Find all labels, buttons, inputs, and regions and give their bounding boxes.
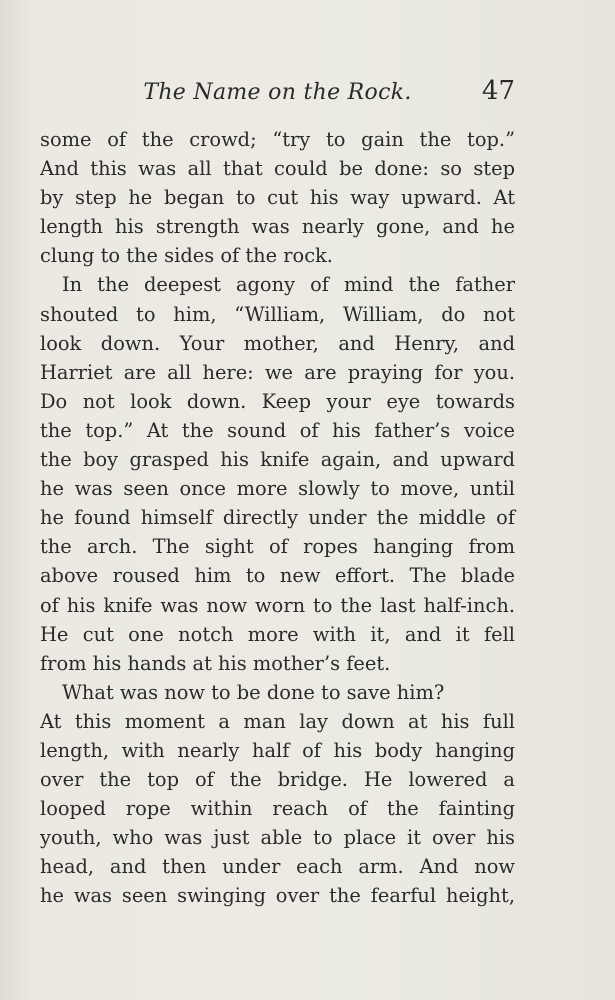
text-line: the boy grasped his knife again, and upward (40, 448, 515, 472)
text-line: the arch. The sight of ropes hanging from (40, 535, 515, 559)
text-line: by step he began to cut his way upward. At (40, 186, 515, 210)
running-head (40, 74, 515, 114)
running-title: The Name on the Rock. (143, 80, 412, 105)
text-line: head, and then under each arm. And now (40, 855, 515, 879)
text-line: He cut one notch more with it, and it fell (40, 622, 515, 646)
text-line: from his hands at his mother’s feet. (40, 651, 391, 675)
text-line: the top.” At the sound of his father’s voice (40, 418, 515, 442)
text-line: clung to the sides of the rock. (40, 244, 333, 268)
text-line: length, with nearly half of his body hanging (40, 738, 515, 762)
text-line: look down. Your mother, and Henry, and (40, 331, 515, 355)
text-line: he found himself directly under the middle of (40, 506, 515, 530)
text-line: over the top of the bridge. He lowered a (40, 768, 515, 792)
page-number: 47 (481, 76, 515, 106)
text-line: And this was all that could be done: so step (40, 157, 515, 181)
text-line: At this moment a man lay down at his full (40, 709, 515, 733)
text-line: youth, who was just able to place it over his (40, 826, 515, 850)
text-line: Harriet are all here: we are praying for you. (40, 360, 515, 384)
text-line: of his knife was now worn to the last half-inch. (40, 593, 515, 617)
text-line: he was seen once more slowly to move, until (40, 477, 515, 501)
body-text (40, 125, 515, 911)
text-line: he was seen swinging over the fearful height, (40, 884, 515, 908)
text-line: length his strength was nearly gone, and he (40, 215, 515, 239)
text-line: What was now to be done to save him? (62, 680, 445, 704)
text-line: In the deepest agony of mind the father (62, 273, 515, 297)
text-line: Do not look down. Keep your eye towards (40, 389, 515, 413)
text-line: looped rope within reach of the fainting (40, 797, 515, 821)
text-line: some of the crowd; “try to gain the top.” (40, 128, 515, 151)
text-line: shouted to him, “William, William, do not (40, 302, 515, 326)
text-line: above roused him to new effort. The blade (40, 564, 515, 588)
